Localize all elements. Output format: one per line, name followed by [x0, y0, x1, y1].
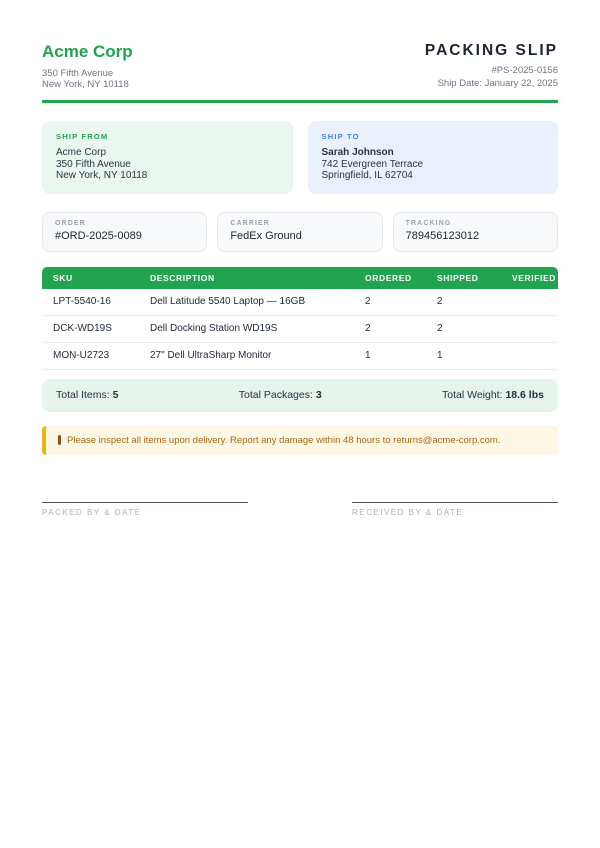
cell-ordered: 2	[365, 323, 371, 334]
cell-description: Dell Latitude 5540 Laptop — 16GB	[150, 296, 306, 307]
cell-sku: LPT-5540-16	[53, 296, 111, 307]
tracking-label: TRACKING	[405, 219, 452, 227]
cell-shipped: 1	[437, 350, 443, 361]
total-items	[56, 389, 118, 401]
packed-by-signature	[42, 502, 248, 517]
ship-to-address1: 742 Evergreen Terrace	[321, 158, 424, 170]
document-header	[42, 42, 558, 90]
column-header-shipped: SHIPPED	[437, 272, 479, 283]
total-packages-label: Total Packages:	[238, 389, 313, 401]
cell-ordered: 1	[365, 350, 371, 361]
received-by-signature	[352, 502, 558, 517]
company-address-line1: 350 Fifth Avenue	[42, 68, 114, 79]
items-table-header	[42, 267, 558, 289]
total-weight-label: Total Weight:	[442, 389, 503, 401]
cell-sku: DCK-WD19S	[53, 323, 112, 334]
tracking-card	[393, 212, 558, 252]
ship-addresses-row	[42, 121, 558, 194]
company-name: Acme Corp	[42, 42, 133, 61]
ship-from-card	[42, 121, 293, 194]
company-address-line2: New York, NY 10118	[42, 79, 129, 90]
table-row	[42, 316, 558, 343]
tracking-value: 789456123012	[405, 229, 480, 242]
ship-to-label: SHIP TO	[321, 132, 360, 141]
total-packages	[239, 389, 322, 401]
carrier-value: FedEx Ground	[230, 229, 302, 242]
ship-to-card	[308, 121, 559, 194]
cell-shipped: 2	[437, 323, 443, 334]
carrier-label: CARRIER	[230, 219, 270, 227]
items-table-body	[42, 289, 558, 370]
document-meta-block	[425, 42, 558, 90]
totals-bar	[42, 379, 558, 412]
cell-description: Dell Docking Station WD19S	[150, 323, 278, 334]
header-divider	[42, 100, 558, 103]
column-header-description: DESCRIPTION	[150, 272, 215, 283]
cell-sku: MON-U2723	[53, 350, 110, 361]
order-label: ORDER	[55, 219, 86, 227]
total-packages-value: 3	[315, 389, 322, 401]
table-row	[42, 343, 558, 370]
received-by-label: RECEIVED BY & DATE	[352, 507, 464, 517]
total-items-value: 5	[112, 389, 119, 401]
items-table	[42, 267, 558, 370]
company-block	[42, 42, 133, 90]
notice-text: Please inspect all items upon delivery. Report any damage within 48 hours to returns@acme-corp.com.	[67, 434, 501, 446]
total-weight	[442, 389, 544, 401]
column-header-verified: VERIFIED	[512, 272, 557, 283]
cell-description: 27" Dell UltraSharp Monitor	[150, 350, 272, 361]
cell-shipped: 2	[437, 296, 443, 307]
ship-from-address1: 350 Fifth Avenue	[56, 158, 131, 170]
alert-bar-icon	[58, 435, 61, 445]
order-card	[42, 212, 207, 252]
table-row	[42, 289, 558, 316]
ship-from-label: SHIP FROM	[56, 132, 109, 141]
total-weight-value: 18.6 lbs	[505, 389, 544, 401]
packed-by-label: PACKED BY & DATE	[42, 507, 142, 517]
inspection-notice	[42, 426, 558, 455]
ship-to-name: Sarah Johnson	[321, 147, 394, 158]
signature-row	[42, 502, 558, 517]
order-value: #ORD-2025-0089	[55, 229, 142, 242]
ship-from-address2: New York, NY 10118	[56, 170, 148, 181]
column-header-sku: SKU	[53, 272, 73, 283]
ship-from-name: Acme Corp	[56, 147, 107, 158]
total-items-label: Total Items:	[56, 389, 110, 401]
carrier-card	[217, 212, 382, 252]
column-header-ordered: ORDERED	[365, 272, 412, 283]
document-title: PACKING SLIP	[424, 42, 558, 59]
order-meta-row	[42, 212, 558, 252]
slip-number: #PS-2025-0156	[491, 65, 558, 76]
ship-date: Ship Date: January 22, 2025	[437, 77, 558, 89]
cell-ordered: 2	[365, 296, 371, 307]
ship-to-address2: Springfield, IL 62704	[321, 170, 413, 181]
